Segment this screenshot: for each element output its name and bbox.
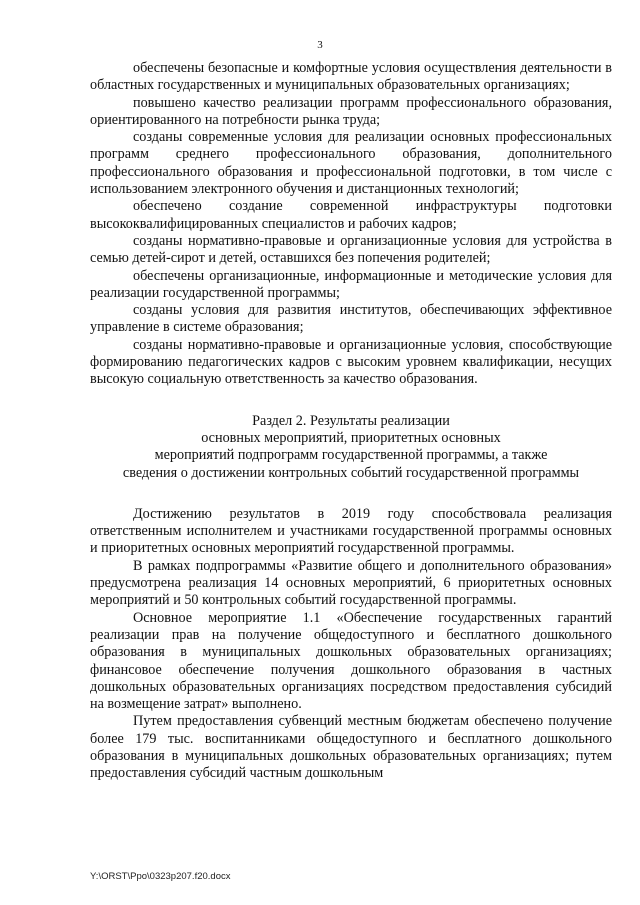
paragraph: Достижению результатов в 2019 году способствовала реализация ответственным исполнителем и участниками государственной программы основных и приоритетных основных мероприятий государственной программы. bbox=[90, 505, 612, 557]
section-heading bbox=[90, 413, 612, 482]
list-item: обеспечены безопасные и комфортные условия осуществления деятельности в областных государственных и муниципальных образовательных организациях; bbox=[90, 60, 612, 94]
list-item: созданы современные условия для реализации основных профессиональных программ среднего профессионального образования, дополнительного профессионального образования и профессиональной подготовки, в том числе с использованием электронного обучения и дистанционных технологий; bbox=[90, 129, 612, 198]
paragraph: В рамках подпрограммы «Развитие общего и дополнительного образования» предусмотрена реализация 14 основных мероприятий, 6 приоритетных основных мероприятий и 50 контрольных событий государственной программы. bbox=[90, 557, 612, 609]
section-heading-line: Раздел 2. Результаты реализации bbox=[252, 412, 450, 429]
list-item: обеспечены организационные, информационные и методические условия для реализации государственной программы; bbox=[90, 267, 612, 301]
paragraph: Путем предоставления субвенций местным бюджетам обеспечено получение более 179 тыс. воспитанниками общедоступного и бесплатного дошкольного образования в муниципальных дошкольных образовательных организациях; путем предоставления субсидий частным дошкольным bbox=[90, 713, 612, 782]
section-heading-line: основных мероприятий, приоритетных основных bbox=[201, 429, 501, 446]
list-item: созданы нормативно-правовые и организационные условия для устройства в семью детей-сирот и детей, оставшихся без попечения родителей; bbox=[90, 232, 612, 267]
page-number: 3 bbox=[317, 39, 323, 51]
paragraph: Основное мероприятие 1.1 «Обеспечение государственных гарантий реализации прав на получение общедоступного и бесплатного дошкольного образования в муниципальных дошкольных образовательных организациях; финансовое обеспечение получения дошкольного образования в частных дошкольных образовательных организациях посредством предоставления субсидий на возмещение затрат» выполнено. bbox=[90, 609, 612, 713]
list-item: созданы условия для развития институтов, обеспечивающих эффективное управление в системе образования; bbox=[90, 302, 612, 336]
section-heading-line: мероприятий подпрограмм государственной программы, а также bbox=[154, 447, 548, 464]
file-path-footer: Y:\ORST\Ppo\0323p207.f20.docx bbox=[90, 871, 231, 882]
section-text bbox=[90, 506, 612, 783]
section-heading-line: сведения о достижении контрольных событий государственной программы bbox=[122, 464, 580, 481]
list-item: повышено качество реализации программ профессионального образования, ориентированного на потребности рынка труда; bbox=[90, 94, 612, 128]
list-item: созданы нормативно-правовые и организационные условия, способствующие формированию педагогических кадров с высоким уровнем квалификации, несущих высокую социальную ответственность за качество образования. bbox=[90, 336, 612, 388]
list-item: обеспечено создание современной инфраструктуры подготовки высококвалифицированных специалистов и рабочих кадров; bbox=[90, 198, 612, 232]
results-list bbox=[90, 60, 612, 389]
document-body bbox=[90, 60, 612, 783]
